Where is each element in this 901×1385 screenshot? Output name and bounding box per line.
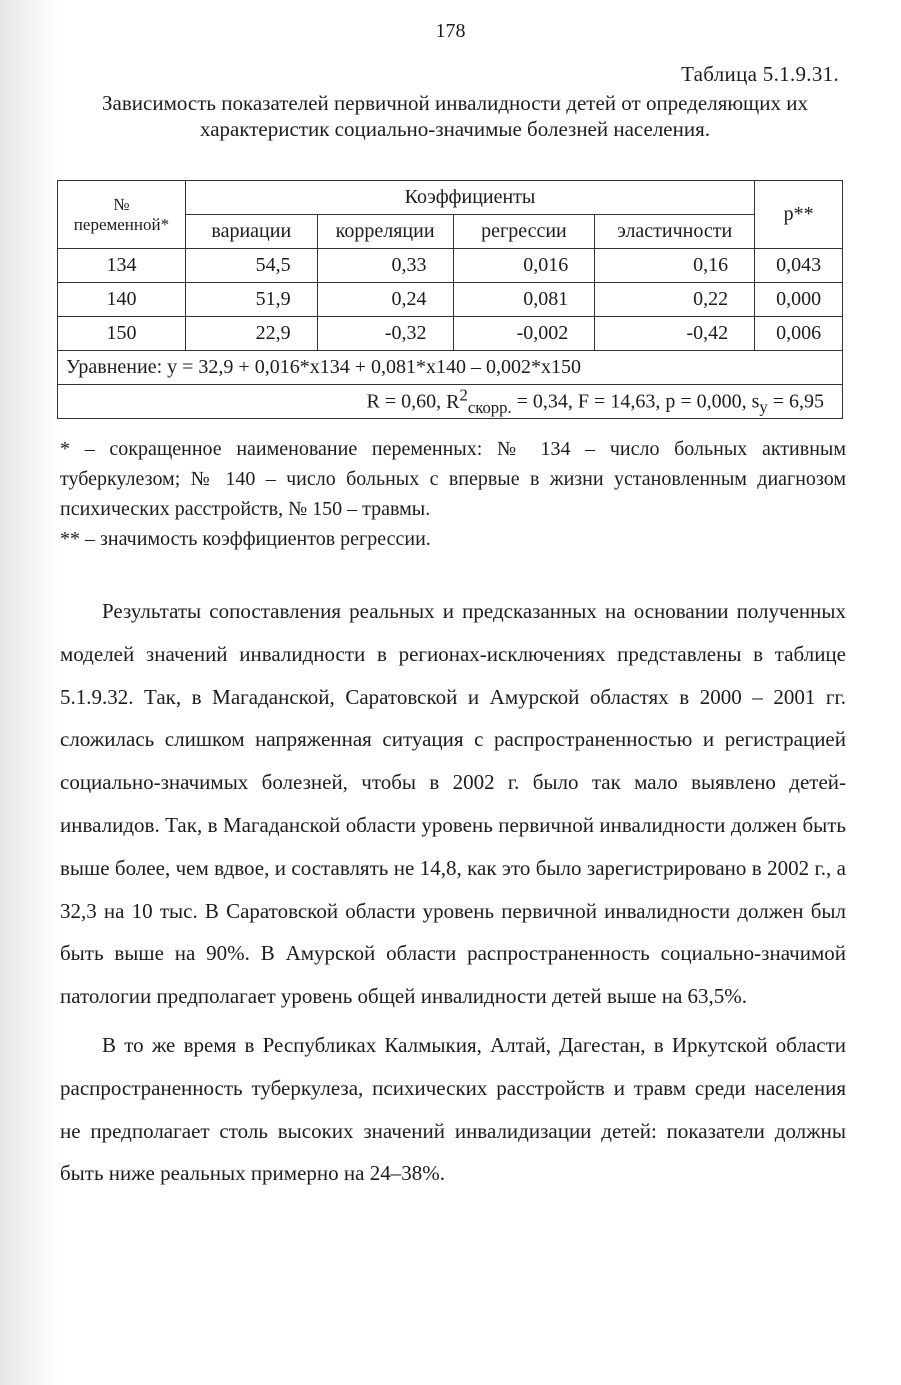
header-p-value: p** [755,181,843,249]
cell-correlation: 0,33 [317,249,453,283]
r-squared-label: $R^2_{скорр.}$ [446,385,512,417]
cell-regression: 0,081 [453,283,595,317]
header-variable-number: № переменной* [58,181,186,249]
table-footnotes [60,434,846,554]
table-row [58,317,843,351]
regression-equation: Уравнение: y = 32,9 + 0,016*x134 + 0,081*x140 – 0,002*x150 [58,351,843,385]
page-edge-shadow [0,0,62,1385]
cell-elasticity: 0,22 [595,283,755,317]
cell-correlation: -0,32 [317,317,453,351]
header-coefficients: Коэффициенты [185,181,754,215]
body-text [60,590,846,1195]
cell-regression: -0,002 [453,317,595,351]
paragraph: В то же время в Республиках Калмыкия, Алтай, Дагестан, в Иркутской области распространенность туберкулеза, психических расстройств и травм среди населения не предполагает столь высоких значений инвалидизации детей: показатели должны быть ниже реальных примерно на 24–38%. [60,1032,846,1186]
model-statistics [58,385,843,419]
paragraph: Результаты сопоставления реальных и предсказанных на основании полученных моделей значений инвалидности в регионах-исключениях представлены в таблице 5.1.9.32. Так, в Магаданской, Саратовской и Амурской областях в 2000 – 2001 гг. сложилась слишком напряженная ситуация с распространенностью и регистрацией социально-значимых болезней, чтобы в 2002 г. было так мало выявлено детей-инвалидов. Так, в Магаданской области уровень первичной инвалидности должен быть выше более, чем вдвое, и составлять не 14,8, как это было зарегистрировано в 2002 г., а 32,3 на 10 тыс. В Саратовской области уровень первичной инвалидности должен был быть выше на 90%. В Амурской области распространенность социально-значимой патологии предполагает уровень общей инвалидности детей выше на 63,5%. [60,599,846,1009]
table-header-row [58,181,843,215]
equation-row [58,351,843,385]
header-regression: регрессии [453,215,595,249]
table-caption: Зависимость показателей первичной инвалидности детей от определяющих их характеристик социально-значимые болезней населения. [102,91,808,141]
s-subscript: y [759,397,768,417]
table-row [58,283,843,317]
cell-variation: 51,9 [185,283,317,317]
cell-p-value: 0,043 [755,249,843,283]
cell-p-value: 0,000 [755,283,843,317]
page-number: 178 [435,20,466,42]
s-value: = 6,95 [767,390,824,413]
model-statistics-values: = 0,34, F = 14,63, p = 0,000, s [511,390,760,413]
table-label: Таблица 5.1.9.31. [681,62,839,86]
cell-variable-id: 150 [58,317,186,351]
cell-variable-id: 134 [58,249,186,283]
footnote-significance: ** – значимость коэффициентов регрессии. [60,528,431,550]
statistics-row [58,385,843,419]
r-statistic: R = 0,60, [366,390,442,413]
header-variation: вариации [185,215,317,249]
coefficients-table [57,180,843,419]
cell-variation: 54,5 [185,249,317,283]
cell-elasticity: -0,42 [595,317,755,351]
header-elasticity: эластичности [595,215,755,249]
cell-correlation: 0,24 [317,283,453,317]
cell-variation: 22,9 [185,317,317,351]
footnote-variables: * – сокращенное наименование переменных: № 134 – число больных активным туберкулезом; № 140 – число больных с впервые в жизни установленным диагнозом психических расстройств, № 150 – травмы. [60,438,846,520]
cell-p-value: 0,006 [755,317,843,351]
header-correlation: корреляции [317,215,453,249]
table-row [58,249,843,283]
cell-elasticity: 0,16 [595,249,755,283]
cell-regression: 0,016 [453,249,595,283]
cell-variable-id: 140 [58,283,186,317]
